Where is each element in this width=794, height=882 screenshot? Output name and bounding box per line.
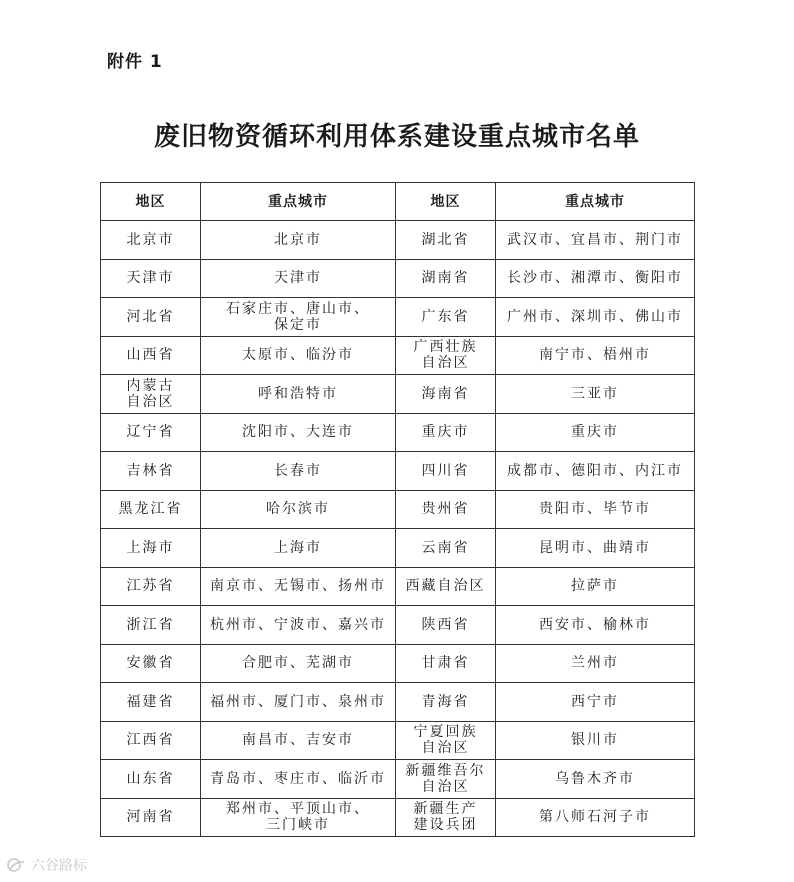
header-cities-2: 重点城市 [496, 183, 695, 221]
cities-cell: 南宁市、梧州市 [496, 336, 695, 375]
circle-logo-icon [6, 857, 28, 873]
table-row [101, 798, 695, 837]
region-cell: 西藏自治区 [396, 567, 496, 606]
cities-cell: 乌鲁木齐市 [496, 760, 695, 799]
table-row [101, 760, 695, 799]
watermark-text: 六谷路标 [31, 858, 87, 874]
region-cell: 内蒙古 自治区 [101, 375, 201, 414]
region-cell: 山东省 [101, 760, 201, 799]
region-cell: 上海市 [101, 529, 201, 568]
cities-cell: 长沙市、湘潭市、衡阳市 [496, 259, 695, 298]
cities-cell: 兰州市 [496, 644, 695, 683]
cities-cell: 南昌市、吉安市 [201, 721, 396, 760]
region-cell: 甘肃省 [396, 644, 496, 683]
region-cell: 天津市 [101, 259, 201, 298]
region-cell: 广东省 [396, 298, 496, 337]
cities-cell: 昆明市、曲靖市 [496, 529, 695, 568]
table-row [101, 567, 695, 606]
region-cell: 北京市 [101, 221, 201, 260]
region-cell: 黑龙江省 [101, 490, 201, 529]
region-cell: 贵州省 [396, 490, 496, 529]
region-cell: 浙江省 [101, 606, 201, 645]
cities-cell: 福州市、厦门市、泉州市 [201, 683, 396, 722]
cities-cell: 武汉市、宜昌市、荆门市 [496, 221, 695, 260]
table-row [101, 606, 695, 645]
table-row [101, 529, 695, 568]
table-row [101, 452, 695, 491]
table-row [101, 644, 695, 683]
region-cell: 湖南省 [396, 259, 496, 298]
cities-cell: 拉萨市 [496, 567, 695, 606]
cities-cell: 沈阳市、大连市 [201, 413, 396, 452]
region-cell: 吉林省 [101, 452, 201, 491]
region-cell: 江西省 [101, 721, 201, 760]
table-row [101, 721, 695, 760]
region-cell: 辽宁省 [101, 413, 201, 452]
cities-cell: 杭州市、宁波市、嘉兴市 [201, 606, 396, 645]
region-cell: 江苏省 [101, 567, 201, 606]
table-row [101, 413, 695, 452]
cities-cell: 呼和浩特市 [201, 375, 396, 414]
header-region-2: 地区 [396, 183, 496, 221]
region-cell: 青海省 [396, 683, 496, 722]
region-cell: 海南省 [396, 375, 496, 414]
table-row [101, 221, 695, 260]
region-cell: 湖北省 [396, 221, 496, 260]
cities-cell: 青岛市、枣庄市、临沂市 [201, 760, 396, 799]
region-cell: 四川省 [396, 452, 496, 491]
cities-cell: 西宁市 [496, 683, 695, 722]
cities-cell: 哈尔滨市 [201, 490, 396, 529]
region-cell: 安徽省 [101, 644, 201, 683]
key-cities-table [100, 182, 695, 837]
cities-cell: 南京市、无锡市、扬州市 [201, 567, 396, 606]
header-region-1: 地区 [101, 183, 201, 221]
cities-cell: 三亚市 [496, 375, 695, 414]
cities-cell: 西安市、榆林市 [496, 606, 695, 645]
watermark [6, 855, 87, 875]
region-cell: 云南省 [396, 529, 496, 568]
cities-cell: 太原市、临汾市 [201, 336, 396, 375]
attachment-label: 附件 1 [107, 52, 163, 72]
page-title: 废旧物资循环利用体系建设重点城市名单 [153, 122, 640, 152]
cities-cell: 石家庄市、唐山市、 保定市 [201, 298, 396, 337]
cities-cell: 银川市 [496, 721, 695, 760]
cities-cell: 郑州市、平顶山市、 三门峡市 [201, 798, 396, 837]
cities-cell: 广州市、深圳市、佛山市 [496, 298, 695, 337]
table-row [101, 683, 695, 722]
region-cell: 宁夏回族 自治区 [396, 721, 496, 760]
region-cell: 新疆维吾尔 自治区 [396, 760, 496, 799]
table-row [101, 336, 695, 375]
table-row [101, 259, 695, 298]
region-cell: 河北省 [101, 298, 201, 337]
region-cell: 重庆市 [396, 413, 496, 452]
cities-cell: 第八师石河子市 [496, 798, 695, 837]
cities-cell: 上海市 [201, 529, 396, 568]
region-cell: 新疆生产 建设兵团 [396, 798, 496, 837]
region-cell: 河南省 [101, 798, 201, 837]
table-row [101, 298, 695, 337]
region-cell: 广西壮族 自治区 [396, 336, 496, 375]
region-cell: 陕西省 [396, 606, 496, 645]
cities-cell: 合肥市、芜湖市 [201, 644, 396, 683]
table-row [101, 375, 695, 414]
cities-cell: 贵阳市、毕节市 [496, 490, 695, 529]
cities-cell: 天津市 [201, 259, 396, 298]
header-cities-1: 重点城市 [201, 183, 396, 221]
cities-cell: 长春市 [201, 452, 396, 491]
region-cell: 福建省 [101, 683, 201, 722]
table-row [101, 490, 695, 529]
cities-cell: 重庆市 [496, 413, 695, 452]
cities-cell: 成都市、德阳市、内江市 [496, 452, 695, 491]
cities-cell: 北京市 [201, 221, 396, 260]
table-header-row [101, 183, 695, 221]
region-cell: 山西省 [101, 336, 201, 375]
